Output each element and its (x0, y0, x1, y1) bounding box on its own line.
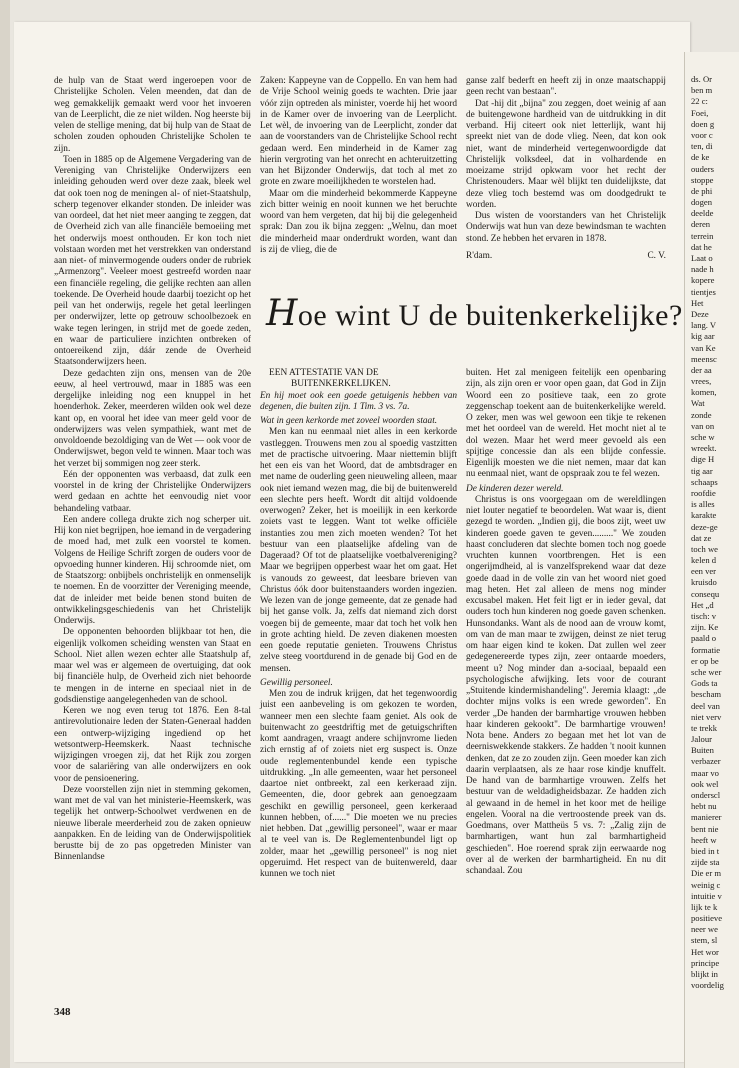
adjacent-page-line: nade h (691, 264, 714, 275)
paragraph: Men zou de indruk krijgen, dat het tegenwoordig juist een aanbeveling is om gekozen te worden, wanneer men een slechte faam geniet. Als ook de buitenwacht zo geestdriftig met de getuigschriften komt aandragen, vraagt andere schijnvrome lieden zich ernstig af of zoiets niet erg suspect is. Onze oude reglementenbundel kende een typische uitdrukking. „In alle gemeenten, waar het personeel daartoe niet ontbreekt, zal een kerkeraad zijn. Gemeenten, die, door gebrek aan genoegzaam geschikt en gewillig personeel, geen kerkeraad kunnen hebben, of......" Die moeten we nu precies niet hebben. Dat „gewillig personeel", waar er maar al te veel van is. De Reglementenbundel ligt op zolder, maar het „gewillig personeel" is nog niet opgeruimd. Het respect van de buitenwereld, daar kunnen we toch niet (260, 689, 457, 879)
adjacent-page-line: ds. Or (691, 74, 713, 84)
page-number: 348 (54, 1006, 71, 1018)
adjacent-page-line: deelde (691, 208, 714, 219)
adjacent-page-line: dige H (691, 454, 715, 465)
adjacent-page-line: lijk te k (691, 901, 718, 912)
section-heading: Wat in geen kerkorde met zoveel woorden staat. (260, 416, 438, 426)
headline-text: oe wint U de buitenkerkelijke? (297, 299, 683, 332)
section-heading: De kinderen dezer wereld. (466, 483, 564, 494)
adjacent-page-line: Laat o (691, 253, 713, 263)
article-column-left (260, 368, 457, 1004)
adjacent-page-line: weinig c (691, 879, 721, 890)
adjacent-page-line: zonde (691, 409, 712, 420)
adjacent-page-line: hebt nu (691, 801, 717, 812)
adjacent-page-line: der aa (691, 364, 712, 375)
motto-text: En hij moet ook een goede getuigenis hebben van degenen, die buiten zijn. (260, 390, 457, 412)
adjacent-page-line: paald o (691, 633, 717, 644)
adjacent-page-line: terrein (691, 230, 714, 241)
signature-initials: C. V. (647, 250, 666, 261)
adjacent-page-line: Het (691, 297, 704, 308)
adjacent-page-line: formatie (691, 644, 721, 655)
adjacent-page-line: deren (691, 219, 711, 230)
paragraph: ganse zalf bederft en heeft zij in onze maatschappij geen recht van bestaan". (466, 76, 666, 98)
adjacent-page-text (685, 52, 739, 991)
article-title-line2: BUITENKERKELIJKEN. (291, 379, 391, 390)
article-column-right (466, 368, 666, 1004)
adjacent-page-line: Die er m (691, 868, 722, 879)
adjacent-page-line: lang. V (691, 320, 717, 331)
adjacent-page-line: intuitie v (691, 890, 722, 901)
adjacent-page-line: de phi (691, 185, 713, 196)
adjacent-page-line: verbazer (691, 756, 721, 767)
adjacent-page-line: tisch: v (691, 611, 717, 621)
paragraph: Maar om die minderheid bekommerde Kappeyne zich bitter weinig en nooit kunnen we het beruchte woord van hem vergeten, dat hij bij die gelegenheid sprak: Dan zou ik bijna zeggen: „Welnu, dan moet die minderheid maar onderdrukt worden, want dan is zij de vlieg, die de (260, 188, 457, 255)
paragraph: Een andere collega drukte zich nog scherper uit. Hij kon niet begrijpen, hoe iemand in de vergadering de moed had, met zulk een voorstel te komen. Volgens de Heilige Schrift zorgen de ouders voor de opvoeding hunner kinderen. Hij schroomde niet, om de Staatszorg: onbijbels onchristelijk en onmenselijk te noemen. En de voorzitter der Vereniging meende, dat de inleider met beide benen stond buiten de ontwikkelingsgeschiedenis van het Christelijk Onderwijs. (54, 514, 251, 626)
adjacent-page-line: ook wel (691, 778, 719, 789)
adjacent-page-line: Jalour (691, 734, 713, 745)
adjacent-page-line: toch we (691, 543, 718, 554)
adjacent-page-line: neer we (691, 924, 718, 935)
adjacent-page-line: kelen d (691, 555, 717, 566)
signature-place: R'dam. (466, 250, 493, 261)
paragraph: Men kan nu eenmaal niet alles in een kerkorde vastleggen. Trouwens men zou al spoedig vastzitten met de practische uitvoering. Maar niettemin blijft het een eis van het Woord, dat de ambtsdrager en met name de ouderling geen nieuweling alleen, maar ook niet iemand wezen mag, die bij de buitenwereld een slechte pers heeft. Wordt dit altijd voldoende overwogen? Zeker, het is moeilijk in een kerkorde zoiets vast te leggen. Want tot welke officiële instanties zou men zich moeten wenden? Tot het bestuur van een plaatselijke afdeling van de Dageraad? Of tot de plaatselijke voetbalvereniging? Maar we begrijpen opperbest waar het om gaat. Het is vanouds zo geweest, dat leesbare brieven van Christus óók door buitenstaanders worden ingezien. We lezen van de jonge gemeente, dat ze genade had bij het ganse volk. Ja, zelfs dat niemand zich dorst voegen bij de gemeente, maar dat toch het volk hen in grote achting hield. De zeven diakenen moesten een goede reputatie genieten. Trouwens Christus zelve steeg voortdurend in de genade bij God en de mensen. (260, 427, 457, 674)
adjacent-page-line: dat ze (691, 532, 712, 543)
adjacent-page-line: bescham (691, 689, 722, 700)
adjacent-page-line: blijkt in (691, 969, 718, 979)
adjacent-page-line: Foei, (691, 107, 709, 118)
paragraph: buiten. Het zal menigeen feitelijk een openbaring zijn, als zijn oren er voor open gaan, dat God in Zijn Woord een zo positieve taak, een zo grote zeggenschap toekent aan de buitenkerkelijke wereld. O zeker, men was wel gewoon een tikje te rekenen met het oordeel van de wereld. Het mocht niet al te dol wezen. Maar het werd meer gevoeld als een spijtige concessie dan als een blijde confessie. Eigenlijk moesten we die niet nemen, maar dat kan nu eenmaal niet, want de opspraak zou te fel wezen. (466, 368, 666, 480)
adjacent-page-line: heeft w (691, 834, 717, 845)
adjacent-page-line: wreekt. (691, 443, 717, 454)
adjacent-page-line: kig aar (691, 331, 715, 342)
adjacent-page-line: Deze (691, 308, 709, 319)
adjacent-page-line: maar vo (691, 767, 719, 778)
article-headline (266, 293, 683, 340)
paragraph: Christus is ons voorgegaan om de wereldlingen niet louter negatief te beoordelen. Wat waar is, dient gezegd te worden. „Indien gij, die boos zijt, weet uw kinderen goede gaven te geven........." We zouden haast concluderen dat slechte bomen toch nog goede vruchten kunnen voortbrengen. Het is een ongerijmdheid, al is vanzelfsprekend waar dat deze goede daad in de volle zin van het woord niet goed mag heten. Het zal alleen de mens nog minder excusabel maken. Het feit ligt er in ieder geval, dat ouders toch hun kinderen nog goede gaven schenken. Hunsondanks. Want als de nood aan de vrouw komt, om van de man maar te zwijgen, deinst ze niet terug om haar eigen kind te koken. Dat zullen wel zeer gedegenereerde types zijn, zeer ontaarde moeders, meent u? Nog minder dan a-sociaal, bepaald een psychologische afwijking. Iets voor de courant „Stuitende kindermishandeling". Jeremia klaagt: „de dochter mijns volks is een wrede geworden". En verder „De handen der barmhartige vrouwen hebben haar kinderen gekookt". De barmhartige vrouwen! Nota bene. Anders zo begaan met het lot van de deerniswekkende stakkers. Ze hadden 't nooit kunnen denken, dat ze zo zouden zijn. Geen moeder kan zich daarin verplaatsen, als ze haar rose kindje knuffelt. De hand van de barmhartige vrouwen. Zelfs het bestuur van de weldadigheidsbazar. Ze hadden zich al gewaand in de hemel in het koor met de heilige engelen. Vooral na die vertroostende preek van ds. Goedmans, over Mattheüs 5 vs. 7: „Zalig zijn de barmhartigen, want hun zal barmhartigheid geschieden". Hoe roerend sprak zijn eerwaarde nog over al de werken der barmhartigheid. En nu dit schandaal. Zou (466, 494, 666, 876)
paragraph: Eén der opponenten was verbaasd, dat zulk een voorstel in de kring der Christelijke Onderwijzers werd gedaan en achtte het eenvoudig niet voor behandeling vatbaar. (54, 469, 251, 514)
adjacent-page-line: een ver (691, 566, 717, 577)
paragraph: Dus wisten de voorstanders van het Christelijk Onderwijs wat hun van deze bewindsman te wachten stond. Ze hebben het ervaren in 1878. (466, 211, 666, 244)
adjacent-page-line: doen g (691, 118, 715, 129)
article-motto (260, 391, 457, 414)
adjacent-page-line: deel van (691, 700, 720, 711)
adjacent-page-line: stoppe (691, 174, 714, 185)
adjacent-page-line: komen, (691, 387, 717, 398)
paragraph: De opponenten behoorden blijkbaar tot hen, die eigenlijk volkomen scheiding wensten van Staat en School. Niet allen wezen echter alle Staatshulp af, maar wel was er algemeen de overtuiging, dat ook bij financiële hulp, de Overheid zich niet behoorde te mengen in de interne en speciaal niet in de godsdienstige aangelegenheden van de school. (54, 627, 251, 705)
adjacent-page-line: van Ke (691, 342, 716, 353)
paragraph: Zaken: Kappeyne van de Coppello. En van hem had de Vrije School weinig goeds te wachten. Drie jaar vóór zijn optreden als minister, voerde hij het woord in de Kamer over de invoering van de Leerplicht. Let wèl, de invoering van de Leerplicht, zonder dat aan de voorstanders van de Christelijke School recht gedaan werd. Een minderheid in de Kamer zag hierin vergroting van het onrecht en achteruitzetting van het Bijzonder Onderwijs, dat toch al met zo grote en zware moeilijkheden te worstelen had. (260, 76, 457, 188)
adjacent-page-line: positieve (691, 913, 723, 924)
right-top-column (466, 76, 666, 261)
adjacent-page-line: niet verv (691, 711, 722, 722)
adjacent-page-line: roofdie (691, 487, 716, 498)
paragraph: Deze voorstellen zijn niet in stemming gekomen, want met de val van het ministerie-Heemskerk, was tegelijk het ontwerp-Schoolwet verdwenen en de nieuwe liberale meerderheid zou de zaken opnieuw aanpakken. En de leiding van de Onderwijspolitiek berustte bij de zo pas opgetreden Minister van Binnenlandse (54, 784, 251, 863)
adjacent-page-line: ben m (691, 85, 713, 96)
motto-reference: 1 Tim. 3 vs. 7a. (352, 401, 410, 412)
adjacent-page-line: Wat (691, 398, 705, 409)
headline-initial: H (266, 293, 298, 334)
adjacent-page-line: sche w (691, 432, 715, 442)
adjacent-page-line: van on (691, 420, 715, 431)
adjacent-page-line: stem, sl (691, 935, 718, 946)
paragraph: Keren we nog even terug tot 1876. Een 8-tal antirevolutionaire leden der Staten-Generaal hadden een ontwerp-wijziging ingediend op het wetsontwerp-Heemskerk. Naast technische wijzigingen vroegen zij, dat het Rijk zou zorgen voor de salariëring van alle onderwijzers en ook voor de pensioenering. (54, 706, 251, 784)
middle-top-column (260, 76, 457, 258)
article-signature (466, 251, 666, 262)
paragraph: Dat -hij dit „bijna" zou zeggen, doet weinig af aan de buitengewone hardheid van de uitdrukking in dit verband. Hij citeert ook niet letterlijk, want hij spreekt niet van de dode vlieg. Neen, dat kon ook niet, want de minderheid vertegenwoordigde dat Christelijk volksdeel, dat in volhardende en moeizame strijd opkwam voor het recht der Christenouders. Maar wèl blijkt ten duidelijkste, dat deze vlieg toch bestemd was om doodgedrukt te worden. (466, 98, 666, 210)
adjacent-page-line: dat he (691, 241, 712, 252)
adjacent-page-line: schaaps (691, 476, 718, 487)
section-heading: Gewillig personeel. (260, 677, 333, 688)
adjacent-page-line: meensc (691, 353, 717, 364)
adjacent-page-line: bent nie (691, 823, 719, 834)
article-title (260, 368, 457, 391)
paragraph: Deze gedachten zijn ons, mensen van de 20e eeuw, al heel vertrouwd, maar in 1885 was een dergelijke inleiding nog een knuppel in het hoenderhok. Zeker, meerderen wilden ook wel deze kant op, en vooral het idee van meer geld voor de onderwijzers was velen sympathiek, want met de onvoldoende bezoldiging van de Wet — ook voor de Onderwijswet, begon veld te winnen. Maar toch was het verzet bij sommigen nog zeer sterk. (54, 368, 251, 469)
adjacent-page-edge (684, 52, 739, 1068)
adjacent-page-line: dogen (691, 197, 713, 208)
adjacent-page-line: Het wor (691, 946, 719, 957)
adjacent-page-line: tientjes (691, 286, 716, 297)
adjacent-page-line: er op be (691, 655, 719, 666)
adjacent-page-line: Het „d (691, 599, 714, 610)
adjacent-page-line: zijde sta (691, 857, 720, 868)
paragraph: de hulp van de Staat werd ingeroepen voor de Christelijke Scholen. Velen meenden, dat dan de weg gemakkelijk gemaakt werd voor het invoeren van de Leerplicht, die ze niet wilden. Nog heerste bij velen de stellige mening, dat bij hulp van de Staat de scholen zouden ophouden Christelijke Scholen te zijn. (54, 76, 251, 154)
adjacent-page-line: vrees, (691, 376, 712, 387)
adjacent-page-line: manierer (691, 812, 722, 823)
adjacent-page-line: ten, di (691, 141, 713, 152)
adjacent-page-line: 22 c: (691, 96, 708, 107)
adjacent-page-line: bied in t (691, 845, 720, 856)
adjacent-page-line: voor c (691, 129, 713, 140)
adjacent-page-line: deze-ge (691, 521, 718, 532)
adjacent-page-line: sche wer (691, 666, 722, 677)
left-column (54, 76, 251, 968)
adjacent-page-line: voordelig (691, 980, 724, 991)
adjacent-page-line: ouders (691, 163, 714, 174)
adjacent-page-line: karakte (691, 510, 717, 521)
adjacent-page-line: is alles (691, 499, 715, 510)
article-title-line1: EEN ATTESTATIE VAN DE (269, 368, 379, 378)
book-binding-shadow (0, 0, 10, 1068)
adjacent-page-line: zijn. Ke (691, 622, 719, 633)
adjacent-page-line: consequ (691, 588, 720, 599)
paragraph: Toen in 1885 op de Algemene Vergadering van de Vereniging van Christelijke Onderwijzers een inleiding gehouden werd over deze zaak, bleek wel dat ook toen nog de meningen al- of niet-Staatshulp, scherp tegenover elkander stonden. De inleider was van oordeel, dat het niet meer aanging te zeggen, dat de Overheid zich van alle financiële bemoeiing met het onderwijs moest onthouden. Er kon toch niet volstaan worden met het verstrekken van onderstand aan niet- of minvermogende ouders onder de rubriek „Armenzorg". Veeleer moest gestreefd worden naar een financiële regeling, die gelijke rechten aan allen toekende. De Overheid houde daarbij toezicht op het peil van het onderwijs, regele het getal leerlingen per onderwijzer, lette op getrouw schoolbezoek en wake tegen leringen, in strijd met de goede zeden, en waar de particuliere inzichten ontbreken of ontoereikend zijn, dáár zende de Overheid Staatsonderwijzers heen. (54, 154, 251, 368)
adjacent-page-line: onderscl (691, 790, 721, 800)
adjacent-page-line: kopere (691, 275, 715, 286)
adjacent-page-line: Buiten (691, 745, 714, 756)
adjacent-page-line: kruisdo (691, 577, 717, 588)
adjacent-page-line: de ke (691, 152, 710, 163)
adjacent-page-line: Gods ta (691, 678, 718, 689)
adjacent-page-line: tig aar (691, 465, 713, 476)
adjacent-page-line: principe (691, 957, 720, 968)
adjacent-page-line: te trekk (691, 722, 718, 733)
